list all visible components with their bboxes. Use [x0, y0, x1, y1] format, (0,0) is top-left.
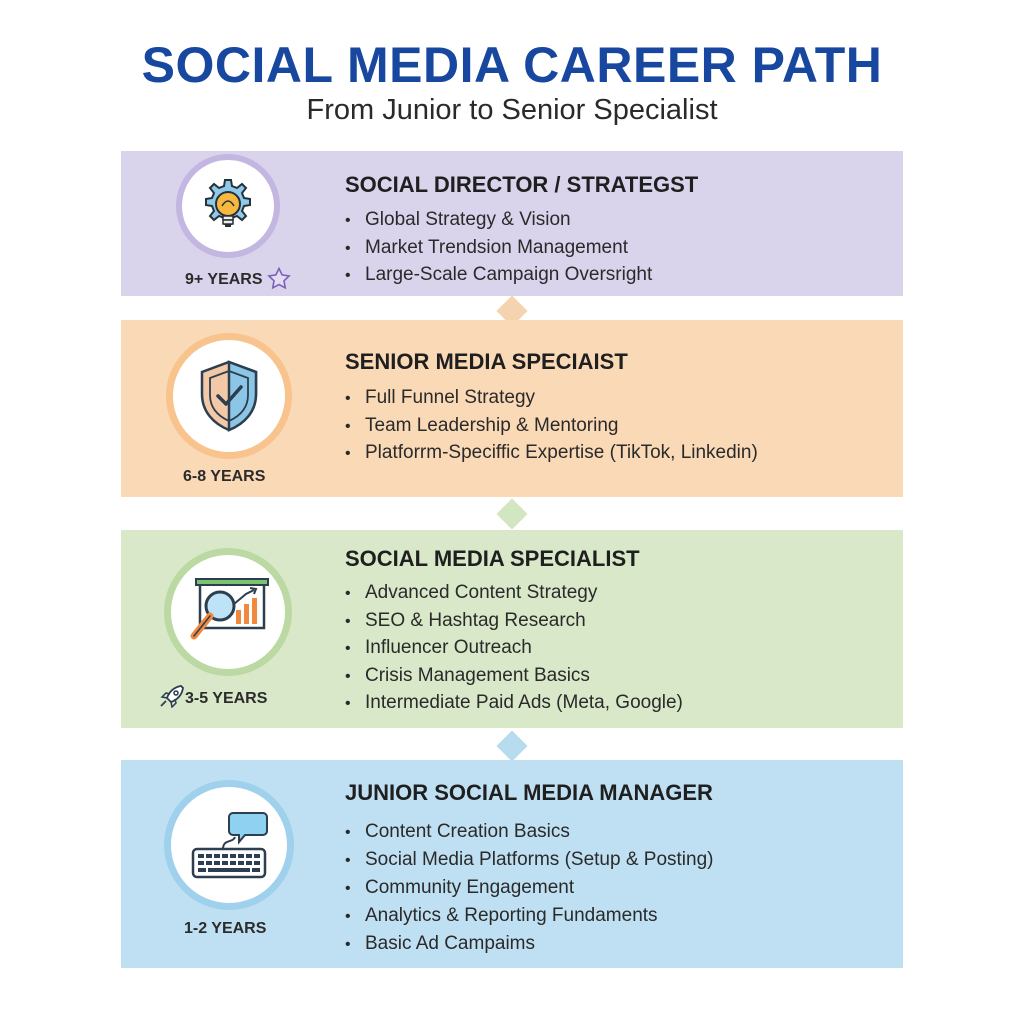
tier-specialist — [121, 530, 903, 728]
skills-list — [345, 579, 683, 717]
tier-icon-badge — [164, 548, 292, 676]
skills-list — [345, 384, 758, 467]
tier-senior — [121, 320, 903, 497]
years-label: 9+ YEARS — [185, 267, 291, 289]
skill-item: • Crisis Management Basics — [345, 662, 683, 690]
tier-title: SOCIAL DIRECTOR / STRATEGST — [345, 172, 699, 197]
skill-item: • Advanced Content Strategy — [345, 579, 683, 607]
tier-title: SENIOR MEDIA SPECIAIST — [345, 349, 628, 374]
skill-item: • Content Creation Basics — [345, 818, 714, 846]
years-label: 3-5 YEARS — [159, 684, 267, 708]
magnifier-chart-icon — [186, 576, 270, 648]
tier-junior — [121, 760, 903, 968]
tier-connector — [496, 498, 527, 529]
page-subtitle: From Junior to Senior Specialist — [306, 94, 718, 126]
lightbulb-gear-icon — [198, 176, 258, 236]
skill-item: • Platforrm-Speciffic Expertise (TikTok, Linkedin) — [345, 439, 758, 467]
years-label: 1-2 YEARS — [184, 920, 267, 937]
skill-item: • Influencer Outreach — [345, 634, 683, 662]
skill-item: • Full Funnel Strategy — [345, 384, 758, 412]
skill-item: • SEO & Hashtag Research — [345, 607, 683, 635]
skill-item: • Team Leadership & Mentoring — [345, 412, 758, 440]
tier-title: SOCIAL MEDIA SPECIALIST — [345, 546, 640, 571]
skills-list — [345, 818, 714, 958]
skill-item: • Community Engagement — [345, 874, 714, 902]
skill-item: • Global Strategy & Vision — [345, 206, 652, 234]
page-title: SOCIAL MEDIA CAREER PATH — [141, 37, 883, 93]
star-icon — [267, 267, 291, 289]
years-label: 6-8 YEARS — [183, 468, 266, 485]
tier-icon-badge — [164, 780, 294, 910]
skill-item: • Large-Scale Campaign Oversright — [345, 261, 652, 289]
tier-connector — [496, 730, 527, 761]
skill-item: • Social Media Platforms (Setup & Posting) — [345, 846, 714, 874]
keyboard-chat-icon — [187, 809, 271, 881]
shield-check-icon — [196, 358, 262, 434]
skill-item: • Analytics & Reporting Fundaments — [345, 902, 714, 930]
tier-icon-badge — [176, 154, 280, 258]
skills-list — [345, 206, 652, 289]
skill-item: • Basic Ad Campaims — [345, 930, 714, 958]
rocket-icon — [159, 684, 185, 708]
tier-director — [121, 151, 903, 296]
tier-title: JUNIOR SOCIAL MEDIA MANAGER — [345, 780, 713, 805]
skill-item: • Intermediate Paid Ads (Meta, Google) — [345, 689, 683, 717]
skill-item: • Market Trendsion Management — [345, 234, 652, 262]
tier-icon-badge — [166, 333, 292, 459]
